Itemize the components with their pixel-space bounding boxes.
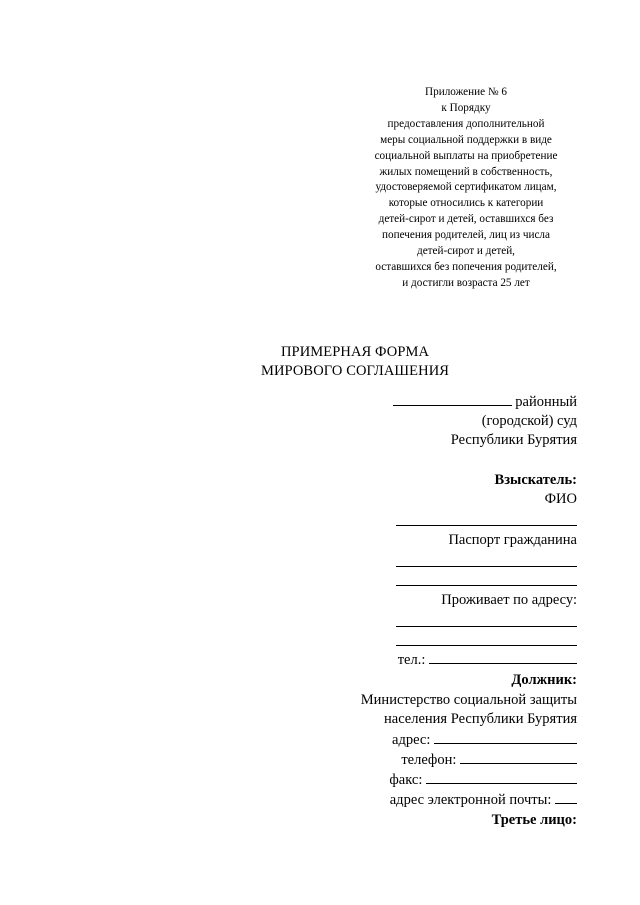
appendix-line: меры социальной поддержки в виде	[380, 133, 552, 146]
debtor-address-label: адрес:	[392, 732, 431, 748]
appendix-line: детей-сирот и детей, оставшихся без	[378, 213, 554, 226]
third-party-heading: Третье лицо:	[491, 812, 577, 828]
debtor-address-row	[392, 731, 577, 749]
claimant-address-blank-2[interactable]	[396, 645, 577, 646]
claimant-passport-label: Паспорт гражданина	[448, 532, 577, 548]
claimant-address-label: Проживает по адресу:	[441, 592, 577, 608]
appendix-line: оставшихся без попечения родителей,	[375, 260, 557, 273]
claimant-passport-blank-1[interactable]	[396, 566, 577, 567]
debtor-email-row	[390, 791, 577, 809]
debtor-phone-label: телефон:	[401, 752, 457, 768]
appendix-line: предоставления дополнительной	[387, 117, 545, 130]
claimant-fio-label: ФИО	[544, 491, 577, 507]
debtor-phone-row	[401, 751, 577, 769]
debtor-address-blank[interactable]	[434, 743, 577, 744]
court-name-line	[393, 393, 577, 411]
debtor-org-line-1: Министерство социальной защиты	[360, 692, 577, 708]
appendix-line: детей-сирот и детей,	[417, 245, 515, 258]
court-name-blank[interactable]	[393, 405, 512, 406]
court-line-3: Республики Бурятия	[450, 432, 577, 448]
debtor-fax-blank[interactable]	[426, 783, 577, 784]
appendix-line: которые относились к категории	[388, 197, 544, 210]
form-title	[220, 343, 490, 381]
appendix-line: удостоверяемой сертификатом лицам,	[375, 181, 557, 194]
court-line-1: районный	[515, 394, 577, 410]
debtor-email-label: адрес электронной почты:	[389, 792, 552, 808]
appendix-block	[330, 85, 602, 292]
appendix-line: и достигли возраста 25 лет	[402, 276, 530, 289]
debtor-phone-blank[interactable]	[460, 763, 577, 764]
claimant-passport-blank-2[interactable]	[396, 585, 577, 586]
appendix-line: к Порядку	[441, 101, 491, 114]
claimant-heading: Взыскатель:	[494, 472, 577, 488]
claimant-phone-label: тел.:	[397, 652, 426, 668]
appendix-line: жилых помещений в собственность,	[379, 165, 553, 178]
debtor-org-line-2: населения Республики Бурятия	[384, 711, 577, 727]
claimant-fio-blank[interactable]	[396, 525, 577, 526]
form-title-line-1: ПРИМЕРНАЯ ФОРМА	[280, 344, 430, 360]
court-line-2: (городской) суд	[481, 413, 577, 429]
appendix-line: Приложение № 6	[425, 86, 507, 98]
form-title-line-2: МИРОВОГО СОГЛАШЕНИЯ	[260, 363, 450, 379]
appendix-line: социальной выплаты на приобретение	[374, 149, 558, 162]
debtor-email-blank[interactable]	[555, 803, 577, 804]
debtor-fax-row	[389, 771, 577, 789]
debtor-fax-label: факс:	[389, 772, 423, 788]
claimant-phone-blank[interactable]	[429, 663, 577, 664]
claimant-phone-row	[398, 651, 577, 669]
appendix-line: попечения родителей, лиц из числа	[382, 229, 550, 242]
claimant-address-blank-1[interactable]	[396, 626, 577, 627]
debtor-heading: Должник:	[511, 672, 577, 688]
